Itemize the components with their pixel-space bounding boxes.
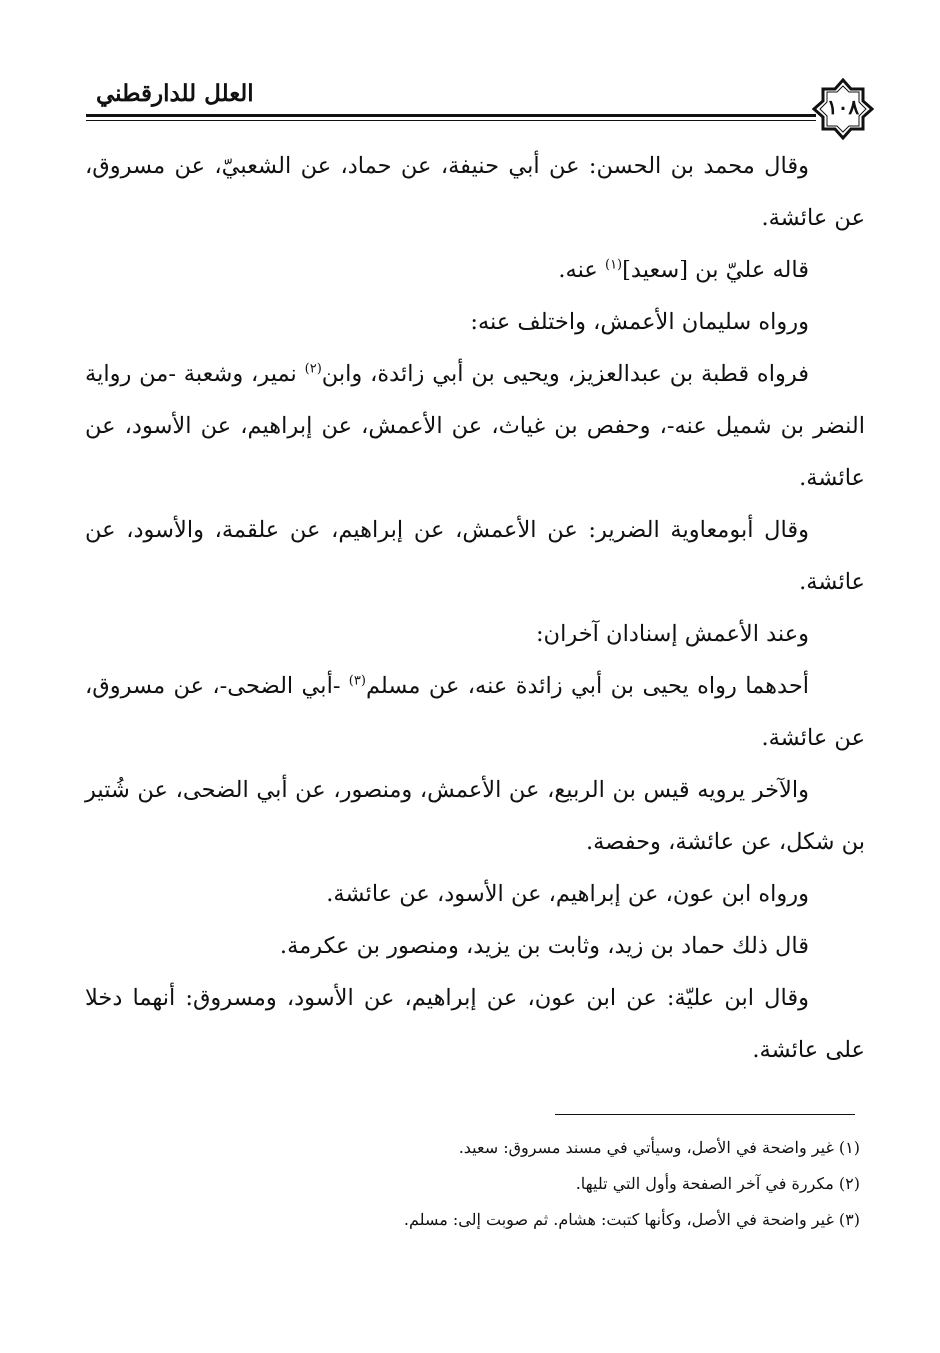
paragraph [85, 348, 865, 504]
footnote-text: غير واضحة في الأصل، وكأنها كتبت: هشام. ثم صوبت إلى: مسلم. [403, 1210, 834, 1229]
paragraph: وقال أبومعاوية الضرير: عن الأعمش، عن إبراهيم، عن علقمة، والأسود، عن عائشة. [85, 517, 865, 595]
footnote-separator [555, 1114, 855, 1115]
footnote-2 [300, 1166, 860, 1202]
footnote-marker: (١) [838, 1138, 860, 1157]
paragraph: ورواه سليمان الأعمش، واختلف عنه: [470, 309, 809, 335]
paragraph: والآخر يرويه قيس بن الربيع، عن الأعمش، ومنصور، عن أبي الضحى، عن شُتير بن شكل، عن عائشة، وحفصة. [85, 777, 865, 855]
paragraph-text: نمير، وشعبة -من رواية النضر بن شميل عنه-، وحفص بن غياث، عن الأعمش، عن إبراهيم، عن الأسود، عن عائشة. [85, 361, 865, 491]
paragraph-text: قاله عليّ بن [سعيد] [622, 257, 809, 283]
footnote-text: غير واضحة في الأصل، وسيأتي في مسند مسروق: سعيد. [458, 1138, 834, 1157]
footnotes [300, 1130, 860, 1238]
paragraph: وعند الأعمش إسنادان آخران: [535, 621, 809, 647]
footnote-1 [300, 1130, 860, 1166]
page-number-badge [812, 78, 874, 140]
paragraph [85, 244, 865, 296]
footnote-ref-2: (٢) [304, 361, 322, 377]
running-title: العلل للدارقطني [96, 80, 254, 107]
footnote-marker: (٢) [838, 1174, 860, 1193]
footnote-marker: (٣) [838, 1210, 860, 1229]
page-number: ١٠٨ [826, 95, 860, 119]
main-text [85, 140, 865, 1076]
footnote-ref-1: (١) [604, 257, 623, 273]
paragraph: قال ذلك حماد بن زيد، وثابت بن يزيد، ومنصور بن عكرمة. [279, 933, 809, 959]
header-rule-thick [86, 114, 816, 117]
paragraph: وقال محمد بن الحسن: عن أبي حنيفة، عن حماد، عن الشعبيّ، عن مسروق، عن عائشة. [85, 153, 865, 231]
footnote-ref-3: (٣) [348, 673, 366, 689]
paragraph-text: عنه. [558, 257, 605, 283]
paragraph-text: -أبي الضحى-، عن مسروق، عن عائشة. [85, 673, 865, 751]
paragraph: ورواه ابن عون، عن إبراهيم، عن الأسود، عن عائشة. [326, 881, 809, 907]
paragraph-text: فرواه قطبة بن عبدالعزيز، ويحيى بن أبي زائدة، وابن [321, 361, 810, 387]
paragraph [85, 660, 865, 764]
footnote-3 [300, 1202, 860, 1238]
paragraph-text: أحدهما رواه يحيى بن أبي زائدة عنه، عن مسلم [365, 673, 809, 699]
header-rule-thin [86, 120, 816, 121]
footnote-text: مكررة في آخر الصفحة وأول التي تليها. [575, 1174, 834, 1193]
paragraph: وقال ابن عليّة: عن ابن عون، عن إبراهيم، عن الأسود، ومسروق: أنهما دخلا على عائشة. [85, 985, 865, 1063]
